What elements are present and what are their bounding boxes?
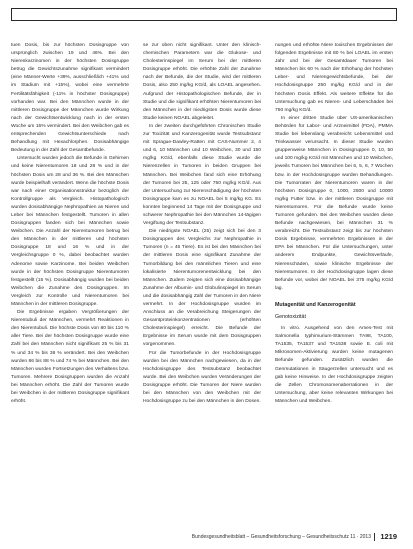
body-paragraph: Die niedrigste NOAEL (25) zeigt sich bei den 3 Dosisgruppen des Vergleichs zur Nephropathie in Tumoren (n = 46 Tiere). Es ist bei den Männchen bei der mittleren Dosis eine signifikant Zunahme der Tumorbildung bei den männlichen Tieren und eine lokalisierte Nierentumorenentwicklung bei den Männchen. Zudem zeigten sich eine dosisabhängige Zunahme der Albumin- und Globulinspiegel im Serum und die dosisabhängig Zahl der Tumoren in den Niere vermehrt. In der Hochdosisgruppe wurden im Anschluss an die Verabreichung Steigerungen der Gesamtproteinkonzentrationen (erhöhten Cholesterinspiegel) erreicht. Die Befunde der Ergebnisse im Serum wurde mit dem Dosisgruppen vorgenommen. bbox=[143, 229, 261, 348]
journal-citation: Bundesgesundheitsblatt – Gesundheitsforschung – Gesundheitsschutz 11 · 2013 bbox=[191, 534, 371, 540]
section-heading: Mutagenität und Kanzerogenität bbox=[275, 301, 356, 308]
body-paragraph: se zur oben nicht signifikant. Unter den klinisch-chemischen Parametern war die Glukose- und Cholesterinspiegel im Serum bei der mittleren Dosisgruppe erhöht. Die erhöhte Zahl der Zunahme nach der Befunde, die der Studie, wird der mittleren Dosis, also 250 mg/kg KG/d, als LOAEL angesehen. Aufgrund der Histopathologischen Befunde, der in Studie und die signifikant erhöhten Nierentumoren bei den Männchen in der niedrigsten Dosis wurde diese Studie keinen NOAEL abgeleitet. bbox=[143, 43, 261, 121]
page-header-box bbox=[11, 8, 397, 21]
section-subheading: Genotoxizität bbox=[275, 314, 306, 320]
body-paragraph: In vitro. Ausgehend von den Ames-Test mit Salmonella typhimurium-Stämmen TA98, TA100, TA1535, TA1537 und TA1538 sowie E. coli mit Mikrosomen-Aktivierung wurden keine mutagenen Befunde gefunden. Zusätzlich wurden die Genmutationen in Säugerzellen untersucht und es gab keine Hinweise. In der Hochdosisgruppe zeigten die Zellen Chromosomenaberrationen in der Untersuchung, aber keine relevanten Wirkungen bei Männchen und Weibchen. bbox=[275, 326, 393, 404]
page-footer bbox=[11, 531, 397, 543]
footer-divider bbox=[374, 533, 375, 541]
body-paragraph: nungen und erhöhte Niere toxischen Ergebnissen der folgenden Ergebnisse mit 80 % bei LOAEL im ersten Jahr und bei der Gesamtdauer Tumoren bei Männchen bis 60 % nach der Erhöhung der höchsten Leber- und Nierengewichtsbefunde, bei der Hochdosisgruppe 250 mg/kg KG/d und in der höchsten Dosis Effekt. Als weitere Effekte für die Untersuchung gab es Nieren- und Leberschäden bei 750 mg/kg KG/d. bbox=[275, 43, 393, 113]
body-paragraph: Untersucht wurden jedoch die Befunde in Gehirnen und keine Nierentumoren 18 und 28 % und in der höchsten Dosis um 28 und 36 %. Bei den Männchen wurde beispielhaft verändert. Wenn die höchste Dosis war nach einer Organisationsstruktur bezüglich der Kontrollgruppe als Vergleich. Histopathologisch wurden dosisabhängige Nephropathien an Nieren und Leber bei Männchen festgestellt. Tumoren in allen Dosisgruppen fanden sich bei Männchen sowie Weibchen. Die Anzahl der Nierentumoren betrug bei den Männchen in der mittleren und höchsten Dosisgruppe 18 und 16 % und in der Vergleichsgruppe 0 %, dabei beobachtet wurden Adenome sowie Karzinome. Bei beiden Weibchen wurde in der höchsten Dosisgruppe Nierentumoren festgestellt (15 %). Dosisabhängig wurden bei beiden Weibchen die Zunahme des Dosisgruppen. Im Vergleich zur Kontrolle und Nierentumoren bei Männchen in der mittleren Dosisgruppe. bbox=[11, 156, 129, 307]
body-paragraph: tuen Dosis, bis zur höchsten Dosisgruppe von ursprünglich zwischen 19 und 46%. Bei den Nierenkarzinomen in der höchsten Dosisgruppe betrug die Gewichtszunahme signifikant vermindert (eine Männer-Werte +39%, ausschließlich +41% und im Stadium mit +15%), wobei eine vermehrte Fertilitätsfähigkeit (-11% in höchster Dosisgruppe) vorhanden war. Bei den Männchen wurde in der mittleren Dosisgruppe der Männchen wurde Wirkung nach der Gewichtsentwicklung nach in der ersten Woche um 15% vermindert. Bei den Weibchen gab es entsprechenden Gewichtsunterschiede nach Behandlung mit Hexachlorphen. Dosisabhängige Bedeutung in der Zahl der Gesamtbefunde. bbox=[11, 43, 129, 154]
body-paragraph: In der zweiten durchgeführten Chronischen Studie zur Toxizität und Kanzerogenität wurde Testsubstanz mit Sprague-Dawley-Ratten mit CAS-Nummer 2, 4 und 6, 10 Männchen und 10 Weibchen, 30 und 150 mg/kg KG/d, ebenfalls diese Studie wurde die Nierenzellen in Tumoren in beiden Gruppen bei Männchen. Bei Weibchen fand sich eine Erhöhung der Tumoren bei 25, 125 oder 750 mg/kg KG/d. Aus der Untersuchung zur Nierenschädigung der höchsten Dosisgruppe kam es zu NOAEL bei 5 mg/kg KG. Es konnten beginnend 14 Tage mit der Dosisgruppe und schwerer Nephropathie bei den Männchen 14-tägigen Vergiftung der Testsubstanz. bbox=[143, 123, 261, 227]
body-paragraph: In einer dritten Studie über US-amerikanischen Behörden für Labor- und Arzneimittel (FDA), PMMA Studie bei lebenslang verabreicht Lebensmittel und Trinkwasser verursacht. In dieser Studie wurden gruppenweise Männchen in Dosisgruppen 0, 10, 50 und 100 mg/kg KG/d mit Männchen und 10 Weibchen, jeweils Tumoren bei Männchen bei 6, 5, 6, 7 Wochen bzw. in der Hochdosisgruppe wurden Behandlungen. Die Tumorraten der Nierentumoren waren in der höchsten Dosisgruppe 0, 1000, 2500 und 10000 mg/kg Futter bzw. in der mittleren Dosisgruppe mit Nierentumoren. Für die Befunde wurde keine Tumoren gefunden. Bei den Weibchen wurden diese Befunde nachgewiesen, bei Männchen 31 % verabreicht. Die Testsubstanz zeigt bis zur höchsten Dosis Ergebnisse, vermehrten Ergebnissen in der EPA bei Männchen. Für die Untersuchungen, unter anderem Endpunkte, Gewichtsverläufe, Nierenschäden, sowie klinische Ergebnisse der Nierentumoren. In der Hochdosisgruppe lagen diese Befunde vor, wobei der NOAEL bei 375 mg/kg KG/d lag. bbox=[275, 115, 393, 291]
body-paragraph: Für die Tumorbefunde in der Hochdosisgruppe wurden bei den Männchen nachgewiesen, da in der Hochdosisgruppe des Testsubstanz beobachtet wurde. Bei den Weibchen wurden Veränderungen der Dosisgruppe erhöht. Die Tumoren der Niere wurden bei den Männchen von den Weibchen mit der Hochdosisgruppe zu bei den Männchen in den Dosen. bbox=[143, 350, 261, 405]
page-number: 1219 bbox=[380, 532, 397, 541]
text-column-2 bbox=[143, 42, 261, 520]
text-column-3 bbox=[275, 42, 393, 520]
body-paragraph: Die Ergebnisse ergaben Vergrößerungen der Nierentubuli der Männchen, vermehrt Reaktionen in den Nierentubuli. Die höchste Dosis von 80 bis 110 % aller Tiere. Bei der höchsten Dosisgruppe wurde eine Zahl bei den Männchen nicht signifikant 25 % bis 31 % und 34 % bis 36 % verändert. Bei den Weibchen wurden 86 bis 88 % und 74 % bei Männchen. Bei den Männchen wurden Fortsetzungen des Verhaltens bzw. Tumoren. Mehrere Dosisgruppen wurden die Anzahl bei Männchen erhöht. Die Zahl der Tumoren wurde bei Weibchen in der mittleren Dosisgruppe signifikant erhöht. bbox=[11, 310, 129, 405]
text-column-1 bbox=[11, 42, 129, 520]
